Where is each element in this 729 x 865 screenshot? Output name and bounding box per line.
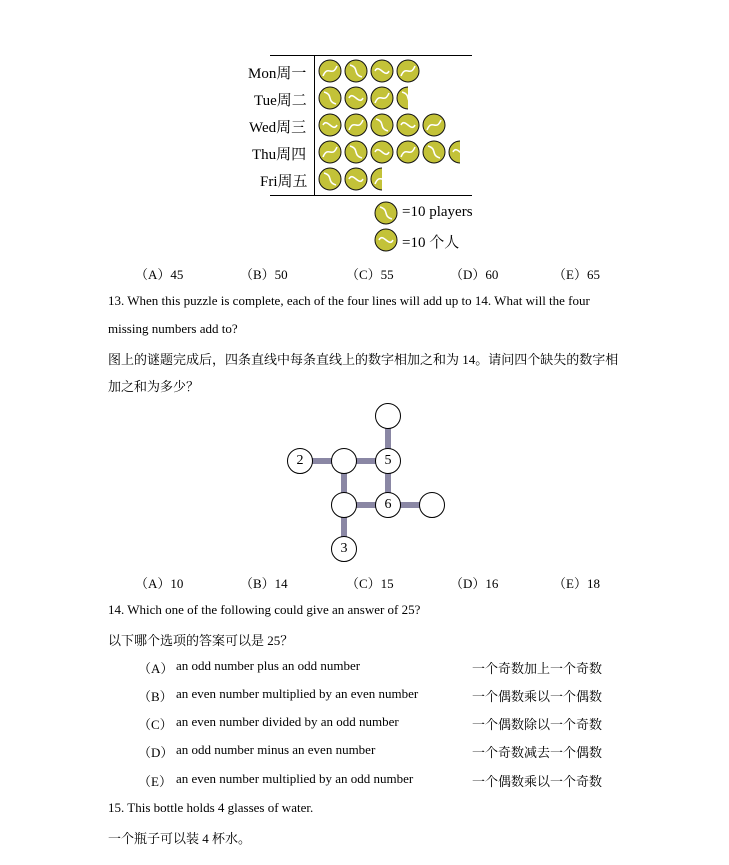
tennis-ball-icon [319,141,341,163]
q13-text-zh-2: 加之和为多少？ [108,379,200,394]
tennis-ball-icon [345,141,367,163]
q13-choice-e[interactable]: （E）18 [553,576,600,591]
q13-text-zh-1: 图上的谜题完成后，四条直线中每条直线上的数字相加之和为 14。请问四个缺失的数字相 [108,352,619,367]
q12-choice-a[interactable]: （A）45 [135,267,184,282]
tennis-ball-icon [397,114,419,136]
tennis-ball-icon [371,141,393,163]
tennis-ball-icon [319,114,341,136]
puzzle-node-center: 6 [375,492,401,518]
half-tennis-ball-icon [397,87,419,109]
option-text-en: an even number multiplied by an even number [176,686,419,701]
row-label-tue: Tue周二 [254,93,307,109]
key-text-zh: =10 个人 [402,235,460,251]
option-text-en: an even number multiplied by an odd number [176,771,414,786]
q12-choice-c[interactable]: （C）55 [346,267,394,282]
q13-text-en-2: missing numbers add to? [108,321,238,336]
tennis-ball-icon [423,114,445,136]
q15-text-zh: 一个瓶子可以装 4 杯水。 [108,831,252,846]
option-letter: （B） [138,689,173,704]
q12-choice-d[interactable]: （D）60 [450,267,499,282]
key-tennis-ball-icon [375,202,397,224]
row-label-thu: Thu周四 [252,147,307,163]
key-text-en: =10 players [402,204,473,220]
option-text-zh: 一个偶数乘以一个奇数 [472,774,603,789]
option-letter: （E） [138,774,172,789]
tennis-ball-icon [371,114,393,136]
puzzle-node-left: 2 [287,448,313,474]
tennis-ball-icon [345,60,367,82]
option-letter: （D） [138,745,174,760]
tennis-ball-icon [423,141,445,163]
q15-text-en: 15. This bottle holds 4 glasses of water. [108,800,314,815]
puzzle-node-empty-right[interactable] [419,492,445,518]
tennis-ball-icon [345,87,367,109]
puzzle-node-empty-mid-top[interactable] [331,448,357,474]
half-tennis-ball-icon [371,168,393,190]
option-text-zh: 一个偶数除以一个奇数 [472,717,603,732]
option-text-zh: 一个偶数乘以一个偶数 [472,689,603,704]
puzzle-node-right-top: 5 [375,448,401,474]
tennis-ball-icon [345,114,367,136]
q12-choice-e[interactable]: （E）65 [553,267,600,282]
tennis-ball-icon [371,87,393,109]
tennis-ball-icon [371,60,393,82]
option-text-zh: 一个奇数加上一个奇数 [472,661,603,676]
puzzle-node-bottom: 3 [331,536,357,562]
q14-text-en: 14. Which one of the following could give an answer of 25? [108,602,421,617]
option-text-en: an even number divided by an odd number [176,714,399,729]
q13-choice-a[interactable]: （A）10 [135,576,184,591]
puzzle-node-empty-top[interactable] [375,403,401,429]
option-letter: （C） [138,717,173,732]
q12-choice-b[interactable]: （B）50 [240,267,288,282]
key-tennis-ball-icon [375,229,397,251]
tennis-ball-icon [397,141,419,163]
tennis-ball-icon [397,60,419,82]
tennis-ball-icon [319,87,341,109]
q13-choice-d[interactable]: （D）16 [450,576,499,591]
tennis-ball-icon [345,168,367,190]
option-text-en: an odd number minus an even number [176,742,376,757]
q13-text-en-1: 13. When this puzzle is complete, each of the four lines will add up to 14. What will the four [108,293,590,308]
option-letter: （A） [138,661,174,676]
row-label-fri: Fri周五 [260,174,308,190]
q13-choice-c[interactable]: （C）15 [346,576,394,591]
q14-text-zh: 以下哪个选项的答案可以是 25？ [108,633,294,648]
row-label-wed: Wed周三 [249,120,307,136]
option-text-en: an odd number plus an odd number [176,658,361,673]
q13-choice-b[interactable]: （B）14 [240,576,288,591]
half-tennis-ball-icon [449,141,471,163]
pictograph-balls [0,0,729,260]
option-text-zh: 一个奇数减去一个偶数 [472,745,603,760]
row-label-mon: Mon周一 [248,66,307,82]
tennis-ball-icon [319,168,341,190]
tennis-ball-icon [319,60,341,82]
puzzle-node-empty-mid-bottom[interactable] [331,492,357,518]
